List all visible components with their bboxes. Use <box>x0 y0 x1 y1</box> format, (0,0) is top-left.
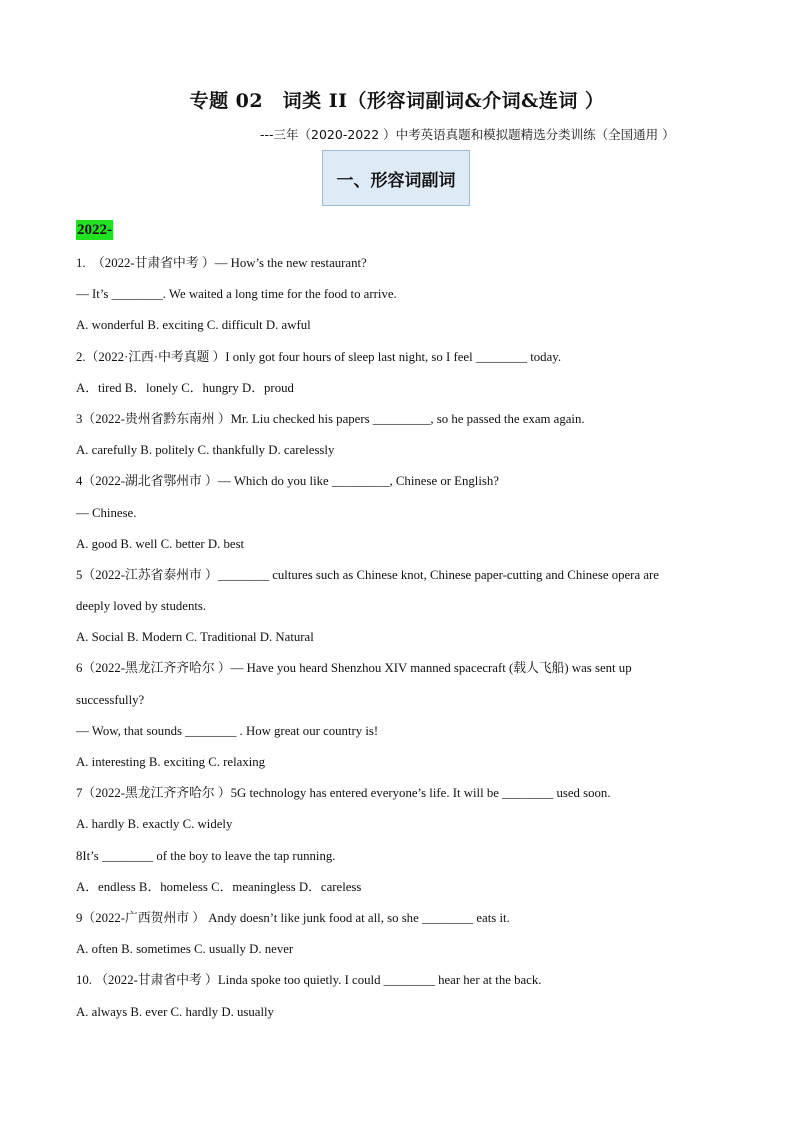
question-line: A. hardly B. exactly C. widely <box>76 817 233 832</box>
question-list <box>76 256 726 1036</box>
question-line: — It’s ________. We waited a long time for the food to arrive. <box>76 287 397 302</box>
question-line: A. wonderful B. exciting C. difficult D. awful <box>76 318 311 333</box>
question-line: 6（2022-黑龙江齐齐哈尔 ）— Have you heard Shenzhou XIV manned spacecraft (载人飞船) was sent up <box>76 661 632 676</box>
question-line: 9（2022-广西贺州市 ） Andy doesn’t like junk food at all, so she ________ eats it. <box>76 910 510 925</box>
question-line: A．endless B．homeless C．meaningless D．careless <box>76 879 362 894</box>
question-line: 2.（2022·江西·中考真题 ）I only got four hours of sleep last night, so I feel ________ today. <box>76 349 562 364</box>
question-line: A. always B. ever C. hardly D. usually <box>76 1004 274 1019</box>
question-line: 7（2022-黑龙江齐齐哈尔 ）5G technology has entered everyone’s life. It will be ________ used soon. <box>76 786 611 801</box>
page-subtitle: ---三年（2020-2022 ）中考英语真题和模拟题精选分类训练（全国通用 ） <box>260 127 675 142</box>
question-line: A. interesting B. exciting C. relaxing <box>76 755 266 769</box>
question-line: A. carefully B. politely C. thankfully D. carelessly <box>76 443 335 458</box>
question-line: 8It’s ________ of the boy to leave the tap running. <box>76 848 336 863</box>
section-heading-box <box>322 150 470 206</box>
section-heading: 一、形容词副词 <box>336 170 456 191</box>
question-line: A. good B. well C. better D. best <box>76 536 245 551</box>
question-line: 10. （2022-甘肃省中考 ）Linda spoke too quietly. I could ________ hear her at the back. <box>76 973 542 988</box>
page-title: 专题 02 词类 II（形容词副词&介词&连词 ） <box>189 90 605 112</box>
question-line: A. Social B. Modern C. Traditional D. Natural <box>76 630 314 645</box>
question-line: deeply loved by students. <box>76 599 207 614</box>
question-line: 3（2022-贵州省黔东南州 ）Mr. Liu checked his papers _________, so he passed the exam again. <box>76 411 585 426</box>
question-line: 5（2022-江苏省泰州市 ）________ cultures such as Chinese knot, Chinese paper-cutting and Chinese opera are <box>76 567 659 582</box>
question-line: 1. （2022-甘肃省中考 ）— How’s the new restaurant? <box>76 256 367 270</box>
question-line: 4（2022-湖北省鄂州市 ）— Which do you like _________, Chinese or English? <box>76 474 499 489</box>
question-line: — Wow, that sounds ________ . How great our country is! <box>76 723 379 738</box>
year-tag: 2022- <box>77 222 112 238</box>
question-line: successfully? <box>76 692 145 707</box>
question-line: A．tired B．lonely C．hungry D．proud <box>76 380 294 395</box>
question-line: A. often B. sometimes C. usually D. never <box>76 942 294 957</box>
question-line: — Chinese. <box>76 505 137 520</box>
